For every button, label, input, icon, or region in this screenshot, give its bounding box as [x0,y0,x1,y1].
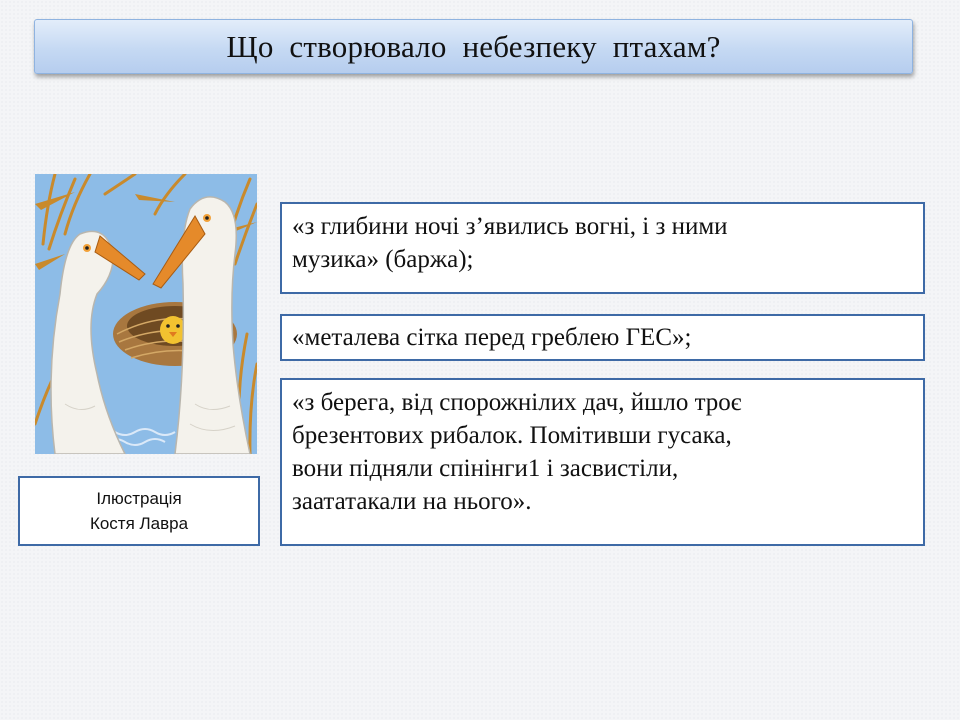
quote-line: музика» (баржа); [292,246,474,273]
caption-line-illustration: Ілюстрація [96,489,182,508]
quote-line: «з глибини ночі з’явились вогні, і з ними [292,213,728,240]
quote-line: «металева сітка перед греблею ГЕС»; [292,324,692,351]
quote-line: «з берега, від спорожнілих дач, йшло троє [292,389,742,416]
quote-line: брезентових рибалок. Помітивши гусака, [292,422,732,449]
caption-line-author: Костя Лавра [89,514,189,533]
geese-illustration [35,174,257,454]
quote-box-fishermen [280,378,925,546]
quote-line: вони підняли спінінги1 і засвистіли, [292,455,679,482]
quote-box-barge [280,202,925,294]
slide-title-bar [34,19,913,74]
quote-box-dam-net [280,314,925,361]
slide-title: Що створювало небезпеку птахам? [226,28,721,64]
quote-line: заататакали на нього». [292,488,532,515]
illustration-caption [18,476,260,546]
